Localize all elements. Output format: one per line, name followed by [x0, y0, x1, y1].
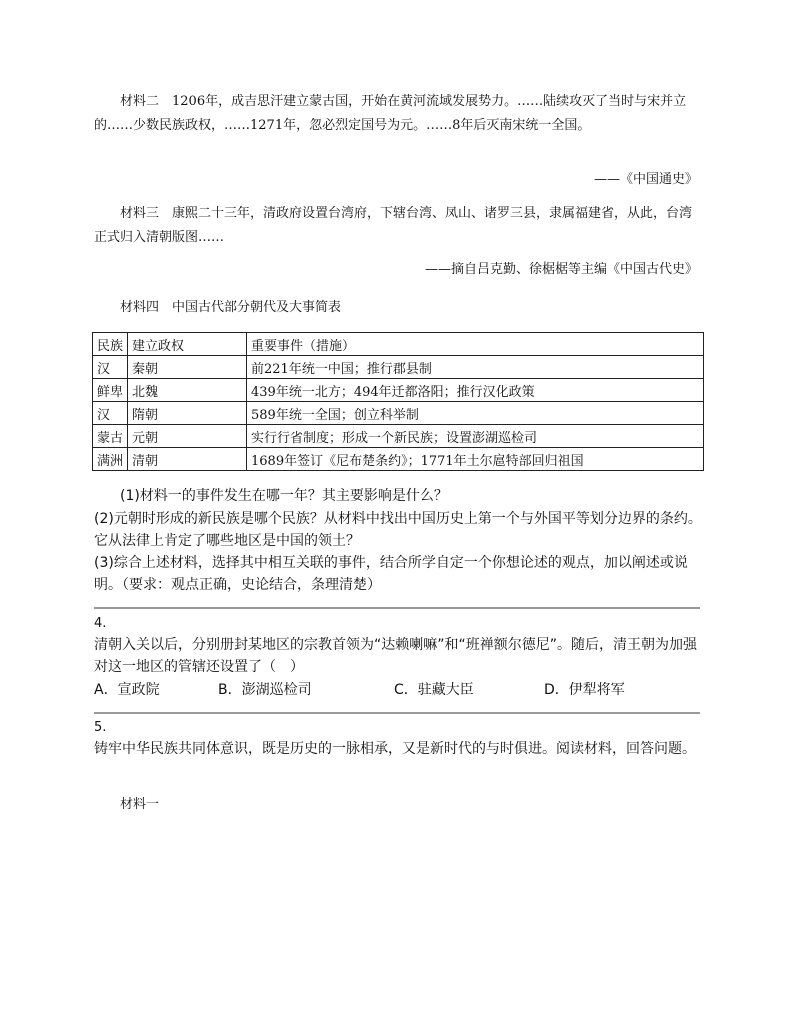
table-cell: 元朝 [128, 425, 247, 448]
question-3-part-2: (2)元朝时形成的新民族是哪个民族？从材料中找出中国历史上第一个与外国平等划分边界的条约。它从法律上肯定了哪些地区是中国的领土？ [94, 511, 702, 549]
table-cell: 鲜卑 [93, 379, 128, 402]
option-d[interactable]: D．伊犁将军 [544, 682, 625, 698]
table-cell: 1689年签订《尼布楚条约》；1771年土尔扈特部回归祖国 [247, 448, 704, 471]
question-4-options [94, 679, 706, 701]
table-header-row [93, 333, 704, 356]
table-header-cell: 重要事件（措施） [247, 333, 704, 356]
table-cell: 589年统一全国；创立科举制 [247, 402, 704, 425]
dynasty-events-table [92, 332, 704, 471]
question-5-material-label: 材料一 [120, 797, 160, 812]
table-row [93, 379, 704, 402]
material-three-source: ——摘自吕克勤、徐椐椐等主编《中国古代史》 [424, 262, 698, 277]
question-3-part-1: (1)材料一的事件发生在哪一年？其主要影响是什么？ [120, 488, 448, 504]
material-four-caption: 材料四 中国古代部分朝代及大事简表 [120, 300, 342, 315]
question-4-stem: 清朝入关以后，分别册封某地区的宗教首领为“达赖喇嘛”和“班禅额尔德尼”。随后，清王朝为加强对这一地区的管辖还设置了（ ） [94, 637, 698, 675]
table-header-cell: 民族 [93, 333, 128, 356]
table-row [93, 402, 704, 425]
table-row [93, 448, 704, 471]
table-cell: 隋朝 [128, 402, 247, 425]
table-cell: 439年统一北方；494年迁都洛阳；推行汉化政策 [247, 379, 704, 402]
table-cell: 汉 [93, 356, 128, 379]
question-4-number: 4. [94, 616, 107, 631]
option-b[interactable]: B．澎湖巡检司 [218, 682, 312, 698]
table-cell: 北魏 [128, 379, 247, 402]
question-5-stem: 铸牢中华民族共同体意识，既是历史的一脉相承，又是新时代的与时俱进。阅读材料，回答问题。 [94, 741, 696, 757]
material-three-text: 材料三 康熙二十三年，清政府设置台湾府，下辖台湾、凤山、诸罗三县，隶属福建省，从此，台湾正式归入清朝版图…… [94, 206, 693, 245]
table-cell: 实行行省制度；形成一个新民族；设置澎湖巡检司 [247, 425, 704, 448]
question-divider [94, 712, 700, 714]
table-row [93, 425, 704, 448]
question-3-part-3: (3)综合上述材料，选择其中相互关联的事件，结合所学自定一个你想论述的观点，加以阐述或说明。（要求：观点正确，史论结合，条理清楚） [94, 555, 688, 593]
question-5-number: 5. [94, 720, 107, 735]
table-cell: 清朝 [128, 448, 247, 471]
table-cell: 秦朝 [128, 356, 247, 379]
material-two-text: 材料二 1206年，成吉思汗建立蒙古国，开始在黄河流域发展势力。……陆续攻灭了当时与宋并立的……少数民族政权，……1271年，忽必烈定国号为元。……8年后灭南宋统一全国。 [94, 94, 687, 133]
table-cell: 蒙古 [93, 425, 128, 448]
option-c[interactable]: C．驻藏大臣 [394, 682, 474, 698]
option-a[interactable]: A．宣政院 [94, 682, 160, 698]
table-cell: 汉 [93, 402, 128, 425]
table-cell: 前221年统一中国；推行郡县制 [247, 356, 704, 379]
table-cell: 满洲 [93, 448, 128, 471]
material-two-source: ——《中国通史》 [593, 172, 698, 187]
question-divider [94, 607, 700, 609]
table-header-cell: 建立政权 [128, 333, 247, 356]
table-row [93, 356, 704, 379]
